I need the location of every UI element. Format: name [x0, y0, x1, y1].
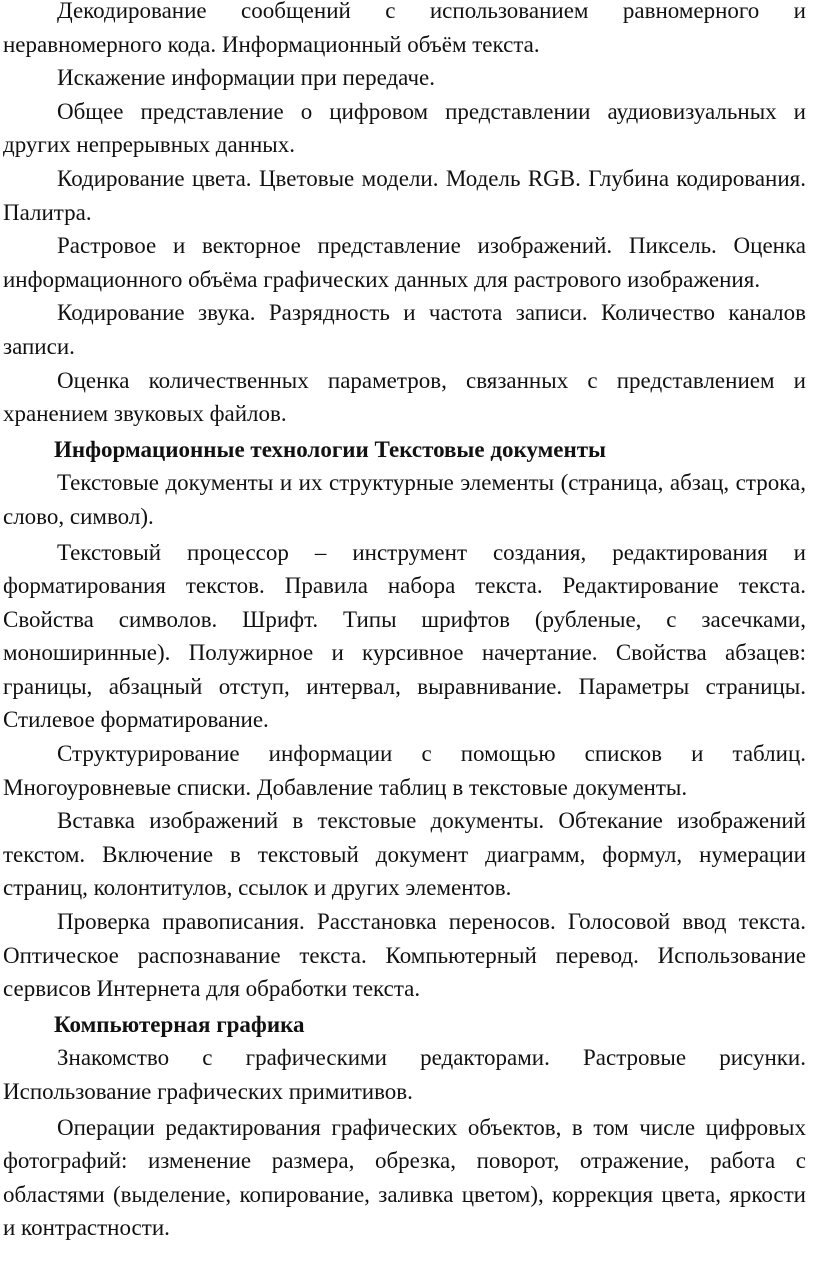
- paragraph-graphic-editors: Знакомство с графическими редакторами. Растровые рисунки. Использование графических примитивов.: [3, 1045, 806, 1104]
- paragraph-color-coding: Кодирование цвета. Цветовые модели. Модель RGB. Глубина кодирования. Палитра.: [3, 165, 806, 225]
- paragraph-raster-vector: Растровое и векторное представление изображений. Пиксель. Оценка информационного объёма графических данных для растрового изображения.: [3, 233, 806, 292]
- paragraph-text-structure: Текстовые документы и их структурные элементы (страница, абзац, строка, слово, символ).: [3, 470, 806, 529]
- paragraph-decoding: Декодирование сообщений с использованием равномерного и неравномерного кода. Информационный объём текста.: [3, 0, 806, 57]
- section-heading-computer-graphics: Компьютерная графика: [54, 1011, 305, 1037]
- section-heading-text-documents: Информационные технологии Текстовые документы: [54, 436, 606, 462]
- paragraph-images-insert: Вставка изображений в текстовые документы. Обтекание изображений текстом. Включение в текстовый документ диаграмм, формул, нумерации страниц, колонтитулов, ссылок и других элементов.: [3, 808, 806, 901]
- paragraph-text-processor: Текстовый процессор – инструмент создания, редактирования и форматирования текстов. Правила набора текста. Редактирование текста. Свойства символов. Шрифт. Типы шрифтов (рубленые, с засечками, моноширинные). Полужирное и курсивное начертание. Свойства абзацев: границы, абзацный отступ, интервал, выравнивание. Параметры страницы. Стилевое форматирование.: [3, 539, 806, 733]
- paragraph-sound-coding: Кодирование звука. Разрядность и частота записи. Количество каналов записи.: [3, 300, 806, 359]
- paragraph-spellcheck: Проверка правописания. Расстановка переносов. Голосовой ввод текста. Оптическое распознавание текста. Компьютерный перевод. Использование сервисов Интернета для обработки текста.: [3, 909, 806, 1002]
- paragraph-digital-representation: Общее представление о цифровом представлении аудиовизуальных и других непрерывных данных.: [3, 98, 806, 158]
- paragraph-sound-files: Оценка количественных параметров, связанных с представлением и хранением звуковых файлов.: [3, 367, 806, 427]
- paragraph-distortion: Искажение информации при передаче.: [57, 65, 435, 91]
- paragraph-editing-operations: Операции редактирования графических объектов, в том числе цифровых фотографий: изменение размера, обрезка, поворот, отражение, работа с областями (выделение, копирование, заливка цветом), коррекция цвета, яркости и контрастности.: [3, 1114, 806, 1241]
- paragraph-lists-tables: Структурирование информации с помощью списков и таблиц. Многоуровневые списки. Добавление таблиц в текстовые документы.: [3, 741, 806, 800]
